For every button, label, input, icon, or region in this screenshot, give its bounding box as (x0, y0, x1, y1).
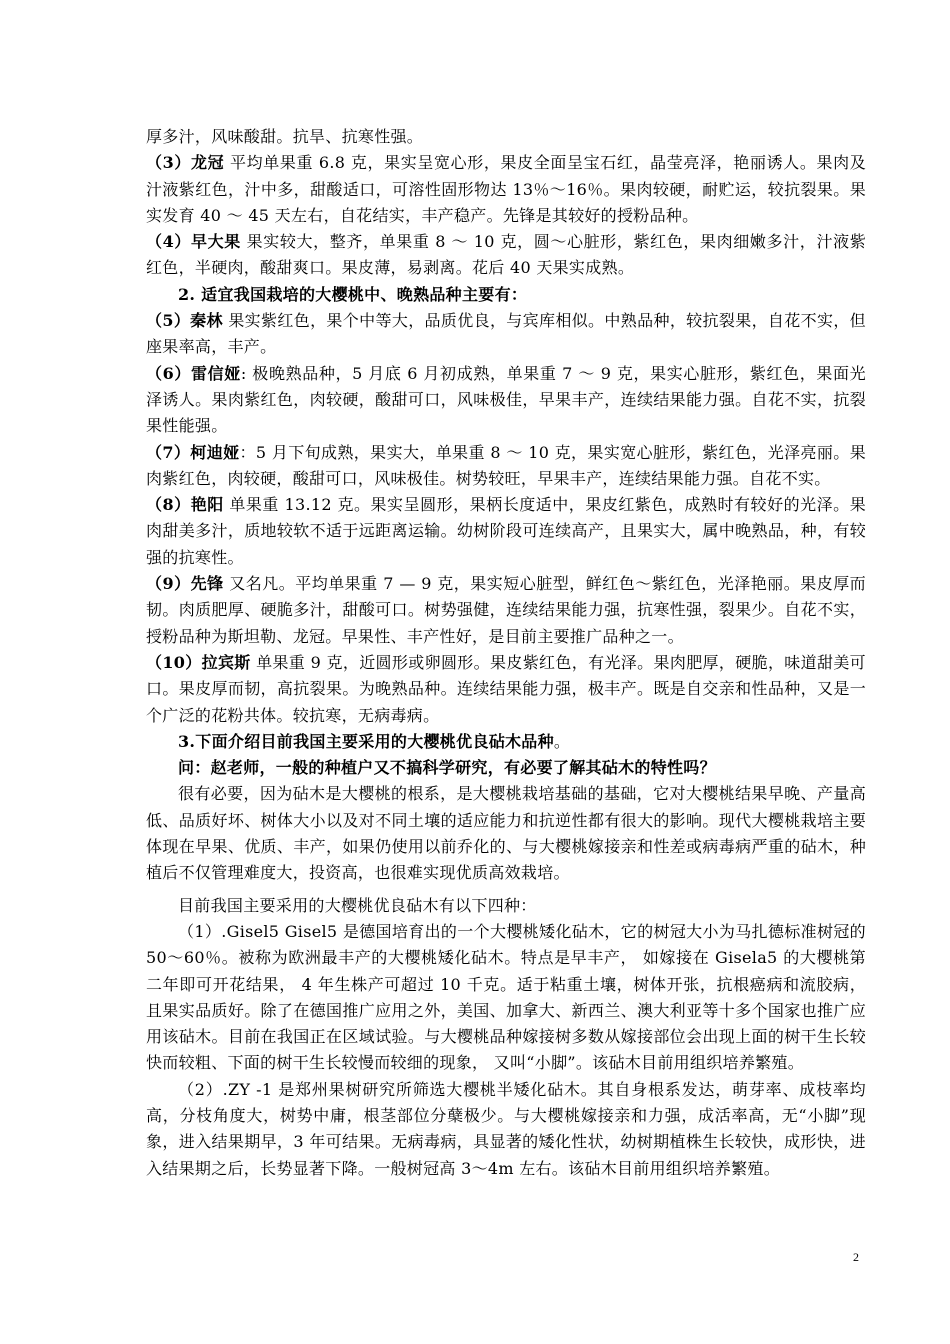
variety-heading: （9）先锋 (146, 574, 224, 594)
variety-heading: （8）艳阳 (146, 495, 224, 515)
paragraph-text: （1）.Gisel5 Gisel5 是德国培育出的一个大樱桃矮化砧木，它的树冠大小为马扎德标准树冠的 50～60％。被称为欧洲最丰产的大樱桃矮化砧木。特点是早丰产， 如嫁接在 Gisela5 的大樱桃第二年即可开花结果， 4 年生株产可超过 10 千克。适于粘重土壤，树体开张，抗根癌病和流胶病，且果实品质好。除了在德国推广应用之外，美国、加拿大、新西兰、澳大利亚等十多个国家也推广应用该砧木。目前在我国正在区域试验。与大樱桃品种嫁接树多数从嫁接部位会出现上面的树干生长较快而较粗、下面的树干生长较慢而较细的现象， 又叫“小脚”。该砧木目前用组织培养繁殖。 (146, 921, 866, 1073)
paragraph-text: ：5 月下旬成熟，果实大，单果重 8 ～ 10 克，果实宽心脏形，紫红色，光泽亮丽。果肉紫红色，肉较硬，酸甜可口，风味极佳。树势较旺，早果丰产，连续结果能力强。自花不实。 (146, 442, 866, 488)
section-heading-text: 2. 适宜我国栽培的大樱桃中、晚熟品种主要有： (178, 284, 528, 304)
variety-heading: （5）秦林 (146, 311, 223, 331)
paragraph-text: 又名凡。平均单果重 7 — 9 克，果实短心脏型，鲜红色～紫红色，光泽艳丽。果皮厚而韧。肉质肥厚、硬脆多汁，甜酸可口。树势强健，连续结果能力强，抗寒性强，裂果少。自花不实，授粉品种为斯坦勒、龙冠。早果性、丰产性好，是目前主要推广品种之一。 (146, 574, 866, 646)
variety-paragraph (146, 150, 866, 229)
variety-paragraph (146, 571, 866, 650)
paragraph-text: 很有必要，因为砧木是大樱桃的根系，是大樱桃栽培基础的基础，它对大樱桃结果早晚、产量高低、品质好坏、树体大小以及对不同土壤的适应能力和抗逆性都有很大的影响。现代大樱桃栽培主要体现在早果、优质、丰产，如果仍使用以前乔化的、与大樱桃嫁接亲和性差或病毒病严重的砧木，种植后不仅管理难度大，投资高，也很难实现优质高效栽培。 (146, 784, 866, 883)
variety-heading: （3）龙冠 (146, 153, 225, 173)
paragraph (146, 124, 866, 150)
paragraph-text: 果实紫红色，果个中等大，品质优良，与宾库相似。中熟品种，较抗裂果，自花不实，但座果率高，丰产。 (146, 311, 866, 357)
paragraph-text: 果实较大，整齐，单果重 8 ～ 10 克，圆～心脏形，紫红色，果肉细嫩多汁，汁液紫红色，半硬肉，酸甜爽口。果皮薄，易剥离。花后 40 天果实成熟。 (146, 232, 867, 278)
variety-paragraph (146, 492, 866, 571)
paragraph (146, 1077, 866, 1182)
variety-paragraph (146, 440, 866, 493)
variety-paragraph (146, 229, 866, 282)
section-heading (146, 729, 866, 755)
paragraph (146, 919, 866, 1077)
paragraph-text: 厚多汁，风味酸甜。抗旱、抗寒性强。 (146, 127, 424, 146)
variety-heading: （10）拉宾斯 (146, 652, 251, 672)
page-number: 2 (853, 1250, 859, 1264)
variety-heading: （7）柯迪娅 (146, 442, 240, 462)
document-body (146, 124, 866, 1182)
section-heading (146, 282, 866, 308)
variety-paragraph (146, 308, 866, 361)
variety-heading: （4）早大果 (146, 232, 241, 252)
section-heading-text: 3.下面介绍目前我国主要采用的大樱桃优良砧木品种 (178, 731, 554, 751)
paragraph-text: 。 (553, 731, 571, 751)
paragraph-text: 单果重 9 克，近圆形或卵圆形。果皮紫红色，有光泽。果肉肥厚，硬脆，味道甜美可口。果皮厚而韧，高抗裂果。为晚熟品种。连续结果能力强，极丰产。既是自交亲和性品种，又是一个广泛的花粉共体。较抗寒，无病毒病。 (146, 652, 866, 725)
paragraph-text: 平均单果重 6.8 克，果实呈宽心形，果皮全面呈宝石红，晶莹亮泽，艳丽诱人。果肉及汁液紫红色，汁中多，甜酸适口，可溶性固形物达 13％～16％。果肉较硬，耐贮运，较抗裂果。果实发育 40 ～ 45 天左右，自花结实，丰产稳产。先锋是其较好的授粉品种。 (146, 153, 866, 225)
variety-paragraph (146, 650, 866, 729)
paragraph-text: （2）.ZY -1 是郑州果树研究所筛选大樱桃半矮化砧木。其自身根系发达，萌芽率、成枝率均高，分枝角度大，树势中庸，根茎部位分蘖极少。与大樱桃嫁接亲和力强，成活率高，无“小脚”现象，进入结果期早，3 年可结果。无病毒病，具显著的矮化性状，幼树期植株生长较快，成形快，进入结果期之后，长势显著下降。一般树冠高 3～4m 左右。该砧木目前用组织培养繁殖。 (146, 1079, 866, 1178)
paragraph (146, 893, 866, 919)
paragraph-text: 目前我国主要采用的大樱桃优良砧木有以下四种： (178, 895, 537, 915)
variety-heading: （6）雷信娅 (146, 363, 241, 383)
variety-paragraph (146, 361, 866, 440)
paragraph (146, 781, 866, 886)
question-text: 问：赵老师，一般的种植户又不搞科学研究，有必要了解其砧木的特性吗？ (178, 758, 716, 778)
question-heading (146, 755, 866, 781)
paragraph-text: 单果重 13.12 克。果实呈圆形，果柄长度适中，果皮红紫色，成熟时有较好的光泽。果肉甜美多汁，质地较软不适于远距离运输。幼树阶段可连续高产，且果实大，属中晚熟品，种，有较强的抗寒性。 (146, 495, 867, 567)
paragraph-text: : 极晚熟品种，5 月底 6 月初成熟，单果重 7 ～ 9 克，果实心脏形，紫红色，果面光泽诱人。果肉紫红色，肉较硬，酸甜可口，风味极佳，早果丰产，连续结果能力强。自花不实，抗裂果性能强。 (146, 363, 866, 436)
